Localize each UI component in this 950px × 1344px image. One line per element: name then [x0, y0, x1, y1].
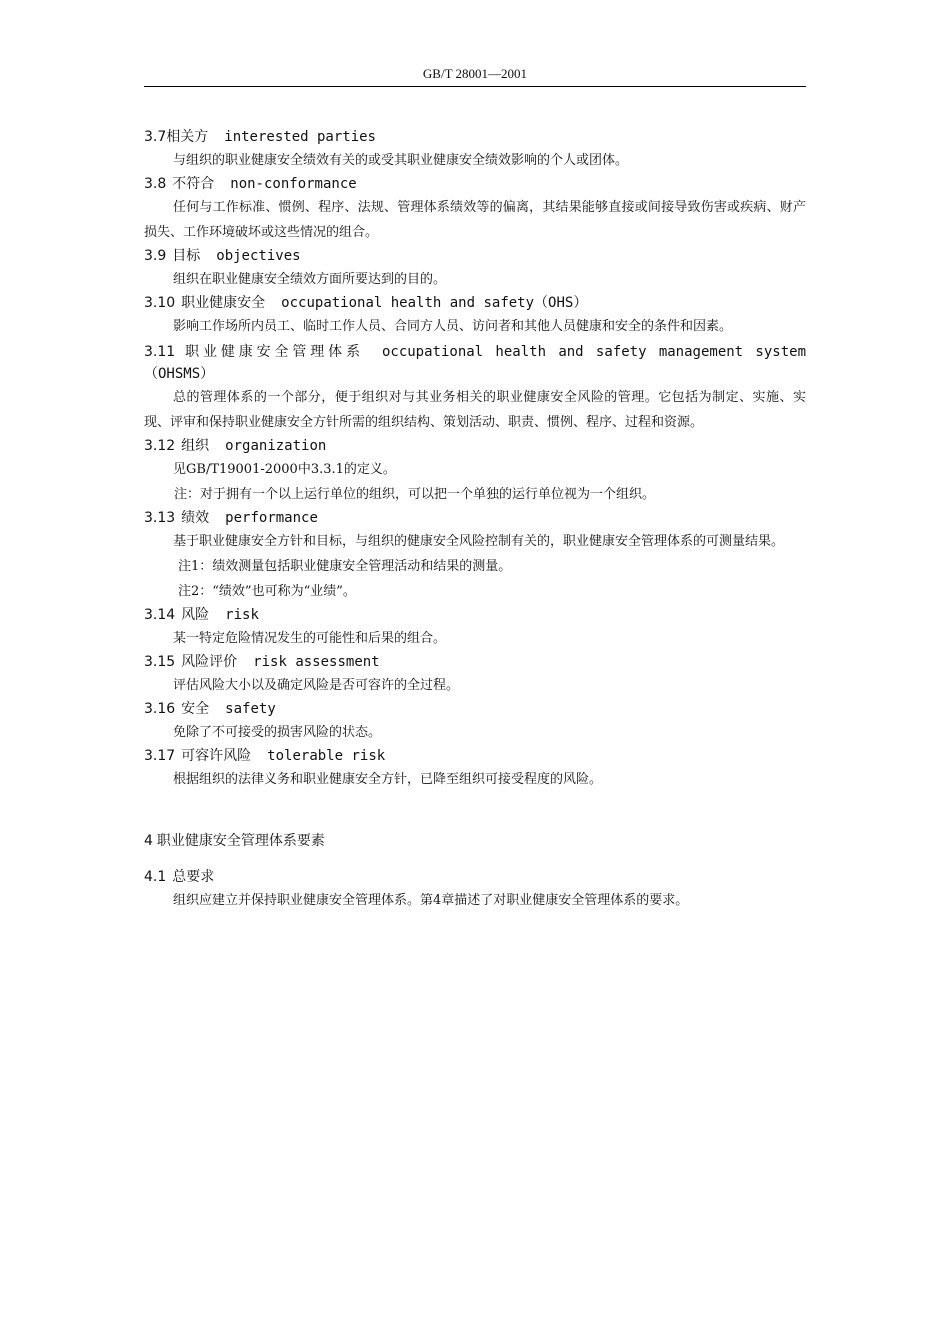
section-heading-4: [144, 830, 806, 852]
term-chinese: 安全: [181, 701, 210, 717]
term-chinese: 不符合: [172, 176, 215, 192]
term-definition: 任何与工作标准、惯例、程序、法规、管理体系绩效等的偏离，其结果能够直接或间接导致伤害或疾病、财产损失、工作环境破坏或这些情况的组合。: [144, 200, 806, 240]
term-heading-3-9: [144, 245, 806, 267]
term-definition: 免除了不可接受的损害风险的状态。: [173, 725, 382, 740]
term-heading-3-7: [144, 126, 806, 148]
term-english: risk assessment: [253, 654, 380, 670]
term-definition: 评估风险大小以及确定风险是否可容许的全过程。: [173, 678, 460, 693]
document-body: [144, 126, 806, 913]
term-chinese: 组织: [181, 438, 210, 454]
subsection-number: 4.1: [144, 869, 167, 885]
term-chinese: 可容许风险: [181, 748, 252, 764]
term-number: 3.14: [144, 607, 176, 623]
term-heading-3-13: [144, 507, 806, 529]
term-english: occupational health and safety management system（OHSMS）: [144, 344, 806, 382]
term-definition: 与组织的职业健康安全绩效有关的或受其职业健康安全绩效影响的个人或团体。: [173, 153, 629, 168]
term-definition: 某一特定危险情况发生的可能性和后果的组合。: [173, 631, 447, 646]
term-note-1: 注1：绩效测量包括职业健康安全管理活动和结果的测量。: [178, 559, 512, 574]
term-english: organization: [225, 438, 327, 454]
term-heading-3-11: [144, 341, 806, 385]
term-definition: 基于职业健康安全方针和目标，与组织的健康安全风险控制有关的，职业健康安全管理体系的可测量结果。: [173, 534, 785, 549]
term-number: 3.8: [144, 176, 167, 192]
term-definition: 根据组织的法律义务和职业健康安全方针，已降至组织可接受程度的风险。: [173, 772, 603, 787]
term-heading-3-14: [144, 604, 806, 626]
term-chinese: 风险: [181, 607, 210, 623]
term-english: non-conformance: [230, 176, 357, 192]
term-heading-3-16: [144, 698, 806, 720]
subsection-heading-4-1: [144, 866, 806, 888]
term-heading-3-10: [144, 292, 806, 314]
term-english: occupational health and safety（OHS）: [281, 295, 588, 311]
term-chinese: 目标: [172, 248, 201, 264]
term-number: 3.15: [144, 654, 176, 670]
term-number: 3.10: [144, 295, 176, 311]
term-number: 3.7: [144, 129, 167, 145]
term-heading-3-15: [144, 651, 806, 673]
term-definition: 总的管理体系的一个部分，便于组织对与其业务相关的职业健康安全风险的管理。它包括为制定、实施、实现、评审和保持职业健康安全方针所需的组织结构、策划活动、职责、惯例、程序、过程和资源。: [144, 390, 806, 430]
term-note: 注：对于拥有一个以上运行单位的组织，可以把一个单独的运行单位视为一个组织。: [174, 487, 656, 502]
term-number: 3.16: [144, 701, 176, 717]
subsection-body: 组织应建立并保持职业健康安全管理体系。第4章描述了对职业健康安全管理体系的要求。: [173, 893, 689, 908]
term-number: 3.12: [144, 438, 176, 454]
term-chinese: 绩效: [181, 510, 210, 526]
term-chinese: 职业健康安全: [181, 295, 266, 311]
term-definition: 影响工作场所内员工、临时工作人员、合同方人员、访问者和其他人员健康和安全的条件和因素。: [173, 319, 733, 334]
term-heading-3-17: [144, 745, 806, 767]
term-english: tolerable risk: [267, 748, 386, 764]
term-definition: 组织在职业健康安全绩效方面所要达到的目的。: [173, 272, 447, 287]
term-heading-3-12: [144, 435, 806, 457]
term-english: interested parties: [224, 129, 376, 145]
term-chinese: 相关方: [166, 129, 209, 145]
term-number: 3.17: [144, 748, 176, 764]
term-number: 3.9: [144, 248, 167, 264]
section-number: 4: [144, 833, 153, 849]
page-header: [144, 64, 806, 87]
section-title: 职业健康安全管理体系要素: [156, 833, 325, 849]
term-chinese: 风险评价: [181, 654, 238, 670]
term-heading-3-8: [144, 173, 806, 195]
term-english: performance: [225, 510, 318, 526]
term-english: risk: [225, 607, 259, 623]
term-note-2: 注2：“绩效”也可称为“业绩”。: [178, 584, 356, 599]
term-english: objectives: [216, 248, 301, 264]
term-chinese: 职业健康安全管理体系: [181, 344, 364, 360]
term-number: 3.13: [144, 510, 176, 526]
subsection-title: 总要求: [172, 869, 215, 885]
term-english: safety: [225, 701, 276, 717]
term-number: 3.11: [144, 344, 176, 360]
term-definition: 见GB/T19001-2000中3.3.1的定义。: [173, 462, 396, 477]
header-standard-code: GB/T 28001—2001: [422, 66, 528, 81]
